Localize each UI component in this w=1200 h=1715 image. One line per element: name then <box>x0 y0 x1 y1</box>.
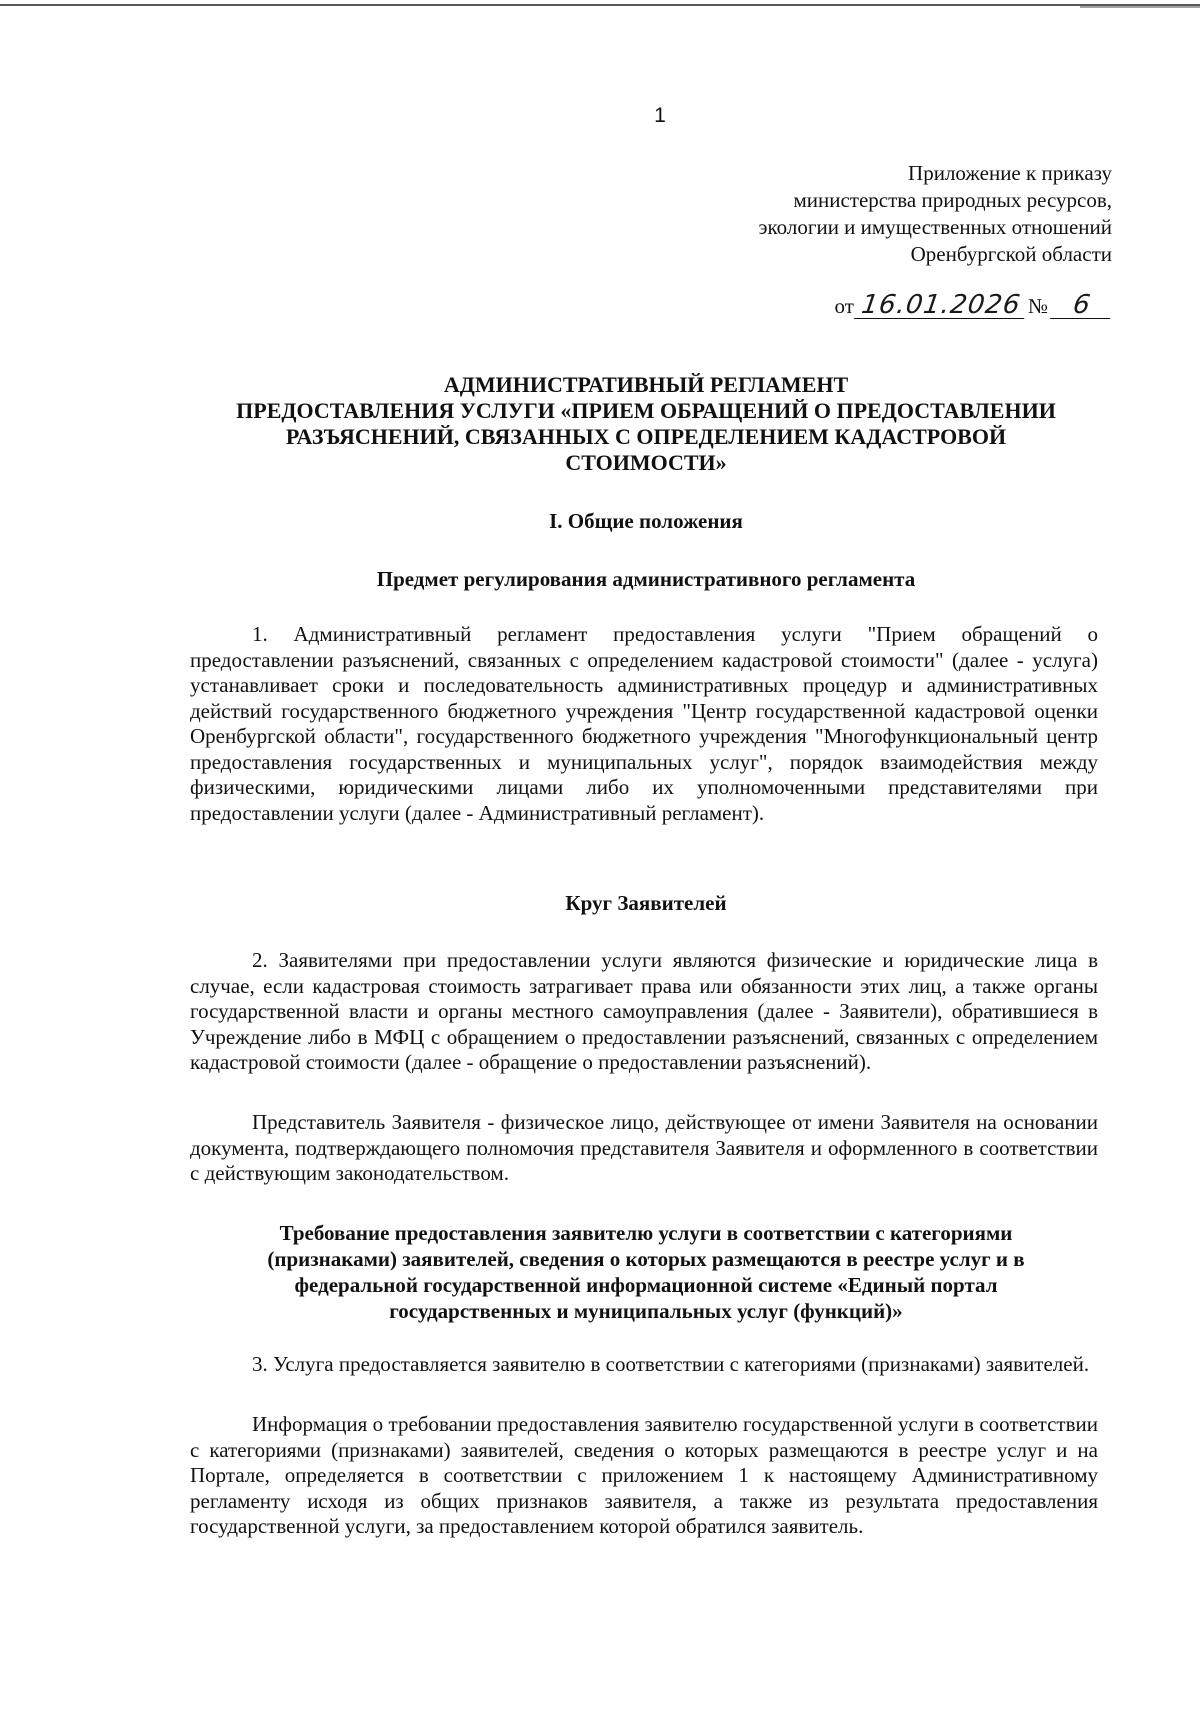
title-line: РАЗЪЯСНЕНИЙ, СВЯЗАННЫХ С ОПРЕДЕЛЕНИЕМ КАДАСТРОВОЙ <box>285 424 1007 449</box>
appendix-line: экологии и имущественных отношений <box>758 215 1112 239</box>
order-number-handwritten: 6 <box>1050 292 1114 319</box>
appendix-block <box>758 160 1112 268</box>
scan-edge-line-right <box>1080 6 1200 8</box>
order-date-handwritten: 16.01.2026 <box>854 292 1028 319</box>
section-heading-general: I. Общие положения <box>549 509 743 533</box>
appendix-line: Приложение к приказу <box>908 161 1112 185</box>
title-line: ПРЕДОСТАВЛЕНИЯ УСЛУГИ «ПРИЕМ ОБРАЩЕНИЙ О ПРЕДОСТАВЛЕНИИ <box>236 398 1056 423</box>
scan-edge-line <box>0 4 1200 6</box>
requirement-heading-line: Требование предоставления заявителю услуги в соответствии с категориями <box>279 1221 1013 1245</box>
paragraph-2: 2. Заявителями при предоставлении услуги являются физические и юридические лица в случае, если кадастровая стоимость затрагивает права или обязанности этих лиц, а также органы государственной власти и органы местного самоуправления (далее - Заявители), обратившиеся в Учреждение либо в МФЦ с обращением о предоставлении разъяснений, связанных с определением кадастровой стоимости (далее - обращение о предоставлении разъяснений). <box>190 948 1098 1074</box>
appendix-line: министерства природных ресурсов, <box>793 188 1112 212</box>
paragraph-representative: Представитель Заявителя - физическое лицо, действующее от имени Заявителя на основании документа, подтверждающего полномочия представителя Заявителя и оформленного в соответствии с действующим законодательством. <box>190 1110 1098 1185</box>
requirement-heading-line: федеральной государственной информационной системе «Единый портал <box>294 1273 998 1297</box>
title-line: АДМИНИСТРАТИВНЫЙ РЕГЛАМЕНТ <box>443 372 849 397</box>
order-from-label: от <box>834 294 854 318</box>
title-line: СТОИМОСТИ» <box>565 450 727 475</box>
order-line <box>835 292 1112 319</box>
requirement-heading-line: государственных и муниципальных услуг (функций)» <box>389 1299 903 1323</box>
paragraph-3: 3. Услуга предоставляется заявителю в соответствии с категориями (признаками) заявителей. <box>252 1352 1090 1376</box>
paragraph-1: 1. Административный регламент предоставления услуги "Прием обращений о предоставлении разъяснений, связанных с определением кадастровой стоимости" (далее - услуга) устанавливает сроки и последовательность административных процедур и административных действий государственного бюджетного учреждения "Центр государственной кадастровой оценки Оренбургской области", государственного бюджетного учреждения "Многофункциональный центр предоставления государственных и муниципальных услуг", порядок взаимодействия между физическими, юридическими лицами либо их уполномоченными представителями при предоставлении услуги (далее - Административный регламент). <box>190 622 1098 825</box>
appendix-line: Оренбургской области <box>910 242 1112 266</box>
subheading-subject: Предмет регулирования административного регламента <box>376 567 916 591</box>
document-title <box>196 372 1096 476</box>
requirement-heading-line: (признаками) заявителей, сведения о которых размещаются в реестре услуг и в <box>267 1247 1025 1271</box>
page-number: 1 <box>654 104 666 127</box>
section-heading-applicants: Круг Заявителей <box>565 891 727 915</box>
paragraph-info: Информация о требовании предоставления заявителю государственной услуги в соответствии с категориями (признаками) заявителей, сведения о которых размещаются в реестре услуг и на Портале, определяется в соответствии с приложением 1 к настоящему Административному регламенту исходя из общих признаков заявителя, а также из результата предоставления государственной услуги, за предоставлением которой обратился заявитель. <box>190 1412 1098 1538</box>
section-heading-requirement <box>196 1220 1096 1324</box>
order-number-label: № <box>1027 294 1048 318</box>
